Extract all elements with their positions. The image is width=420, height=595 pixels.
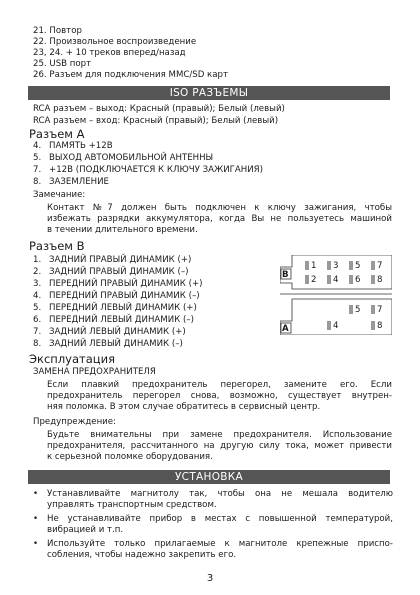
connector-b-title: Разъем В [29, 239, 85, 253]
text-line: управлять транспортным средством. [47, 500, 217, 510]
item-number: 4. [33, 141, 42, 151]
text-line: предохранителя, рассчитанного на другую силу тока, может привести [47, 441, 392, 451]
pin-label: 3 [333, 261, 339, 271]
item-text: ПЕРЕДНИЙ ЛЕВЫЙ ДИНАМИК (–) [49, 315, 194, 325]
pin-label: 4 [333, 321, 339, 331]
page-number: 3 [206, 573, 214, 584]
list-item [33, 267, 188, 278]
item-text: ПАМЯТЬ +12В [49, 141, 113, 151]
pin-label: 7 [377, 305, 383, 315]
text-line: Будьте внимательны при замене предохранителя. Использование [47, 430, 392, 440]
item-text: ВЫХОД АВТОМОБИЛЬНОЙ АНТЕННЫ [49, 153, 214, 163]
bullet-dot: • [33, 539, 39, 549]
exploitation-title: Эксплуатация [29, 352, 115, 366]
text-line: Не устанавливайте прибор в местах с повышенной температурой, [47, 514, 393, 524]
list-item [33, 141, 113, 152]
item-text: ПЕРЕДНИЙ ПРАВЫЙ ДИНАМИК (–) [49, 291, 200, 301]
pin-label: 4 [333, 275, 339, 285]
list-item: 26. Разъем для подключения MMC/SD карт [33, 70, 228, 80]
item-text: ЗАДНИЙ ПРАВЫЙ ДИНАМИК (+) [49, 255, 192, 265]
connector-b-label: B [282, 270, 289, 280]
pin-label: 5 [355, 305, 361, 315]
item-number: 7. [33, 327, 42, 337]
pin-label: 5 [355, 261, 361, 271]
list-item [33, 315, 194, 326]
pin-label: 7 [377, 261, 383, 271]
bullet-dot: • [33, 489, 39, 499]
item-number: 5. [33, 153, 42, 163]
text-line: Используйте только прилагаемые к магнитоле крепежные приспо- [47, 539, 393, 549]
item-number: 1. [33, 255, 42, 265]
pin-label: 2 [311, 275, 317, 285]
pin-label: 1 [311, 261, 317, 271]
list-item [33, 177, 109, 188]
text-line: няя поломка. В этом случае обратитесь в сервисный центр. [47, 402, 321, 412]
list-item [33, 327, 186, 338]
item-text: ЗАЗЕМЛЕНИЕ [49, 177, 109, 187]
section-bar-install: УСТАНОВКА [28, 470, 390, 484]
list-item [33, 303, 197, 314]
item-text: ПЕРЕДНИЙ ЛЕВЫЙ ДИНАМИК (+) [49, 303, 197, 313]
item-number: 6. [33, 315, 42, 325]
list-item [33, 153, 213, 164]
connector-a-title: Разъем А [29, 127, 85, 141]
pin-label: 8 [377, 321, 383, 331]
item-text: ЗАДНИЙ ЛЕВЫЙ ДИНАМИК (+) [49, 327, 186, 337]
item-text: ПЕРЕДНИЙ ПРАВЫЙ ДИНАМИК (+) [49, 279, 203, 289]
text-line: Устанавливайте магнитолу так, чтобы она не мешала водителю [47, 489, 393, 499]
item-number: 7. [33, 165, 42, 175]
list-item [33, 165, 263, 176]
text-line: собления, чтобы надежно закрепить его. [47, 550, 237, 560]
list-item [33, 255, 191, 266]
text-line: избежать разрядки аккумулятора, когда Вы не пользуетесь машиной [47, 214, 392, 224]
warning-label: Предупреждение: [33, 417, 116, 427]
fuse-text [47, 380, 392, 413]
list-item: 21. Повтор [33, 26, 82, 36]
item-number: 5. [33, 303, 42, 313]
remark-text [47, 203, 392, 236]
text-line: вибрацией и т.п. [47, 525, 124, 535]
connector-diagram [280, 255, 392, 335]
text-line: предохранитель перегорел снова, возможно, существует внутрен- [47, 391, 392, 401]
rca-input-text: RCA разъем – вход: Красный (правый); Белый (левый) [33, 116, 279, 126]
warning-text [47, 430, 392, 463]
item-number: 2. [33, 267, 42, 277]
list-item [33, 339, 183, 350]
item-number: 4. [33, 291, 42, 301]
item-text: ЗАДНИЙ ЛЕВЫЙ ДИНАМИК (–) [49, 339, 183, 349]
bullet-dot: • [33, 514, 39, 524]
connector-a-label: A [282, 324, 289, 334]
list-item: 23, 24. + 10 треков вперед/назад [33, 48, 186, 58]
text-line: Если плавкий предохранитель перегорел, замените его. Если [47, 380, 392, 390]
list-item [33, 279, 203, 290]
list-item: 22. Произвольное воспроизведение [33, 37, 197, 47]
item-text: +12В (ПОДКЛЮЧАЕТСЯ К КЛЮЧУ ЗАЖИГАНИЯ) [49, 165, 263, 175]
pin-label: 6 [355, 275, 361, 285]
list-item: 25. USB порт [33, 59, 92, 69]
text-line: Контакт №7 должен быть подключен к ключу зажигания, чтобы [47, 203, 392, 213]
item-text: ЗАДНИЙ ПРАВЫЙ ДИНАМИК (–) [49, 267, 189, 277]
fuse-title: ЗАМЕНА ПРЕДОХРАНИТЕЛЯ [33, 367, 156, 377]
rca-output-text: RCA разъем – выход: Красный (правый); Белый (левый) [33, 104, 285, 114]
text-line: в течении длительного времени. [47, 225, 198, 235]
pin-label: 8 [377, 275, 383, 285]
text-line: к серьезной поломке оборудования. [47, 452, 213, 462]
item-number: 8. [33, 177, 42, 187]
remark-label: Замечание: [33, 190, 86, 200]
item-number: 8. [33, 339, 42, 349]
section-bar-iso: ISO РАЗЪЕМЫ [28, 86, 390, 100]
list-item [33, 291, 200, 302]
item-number: 3. [33, 279, 42, 289]
